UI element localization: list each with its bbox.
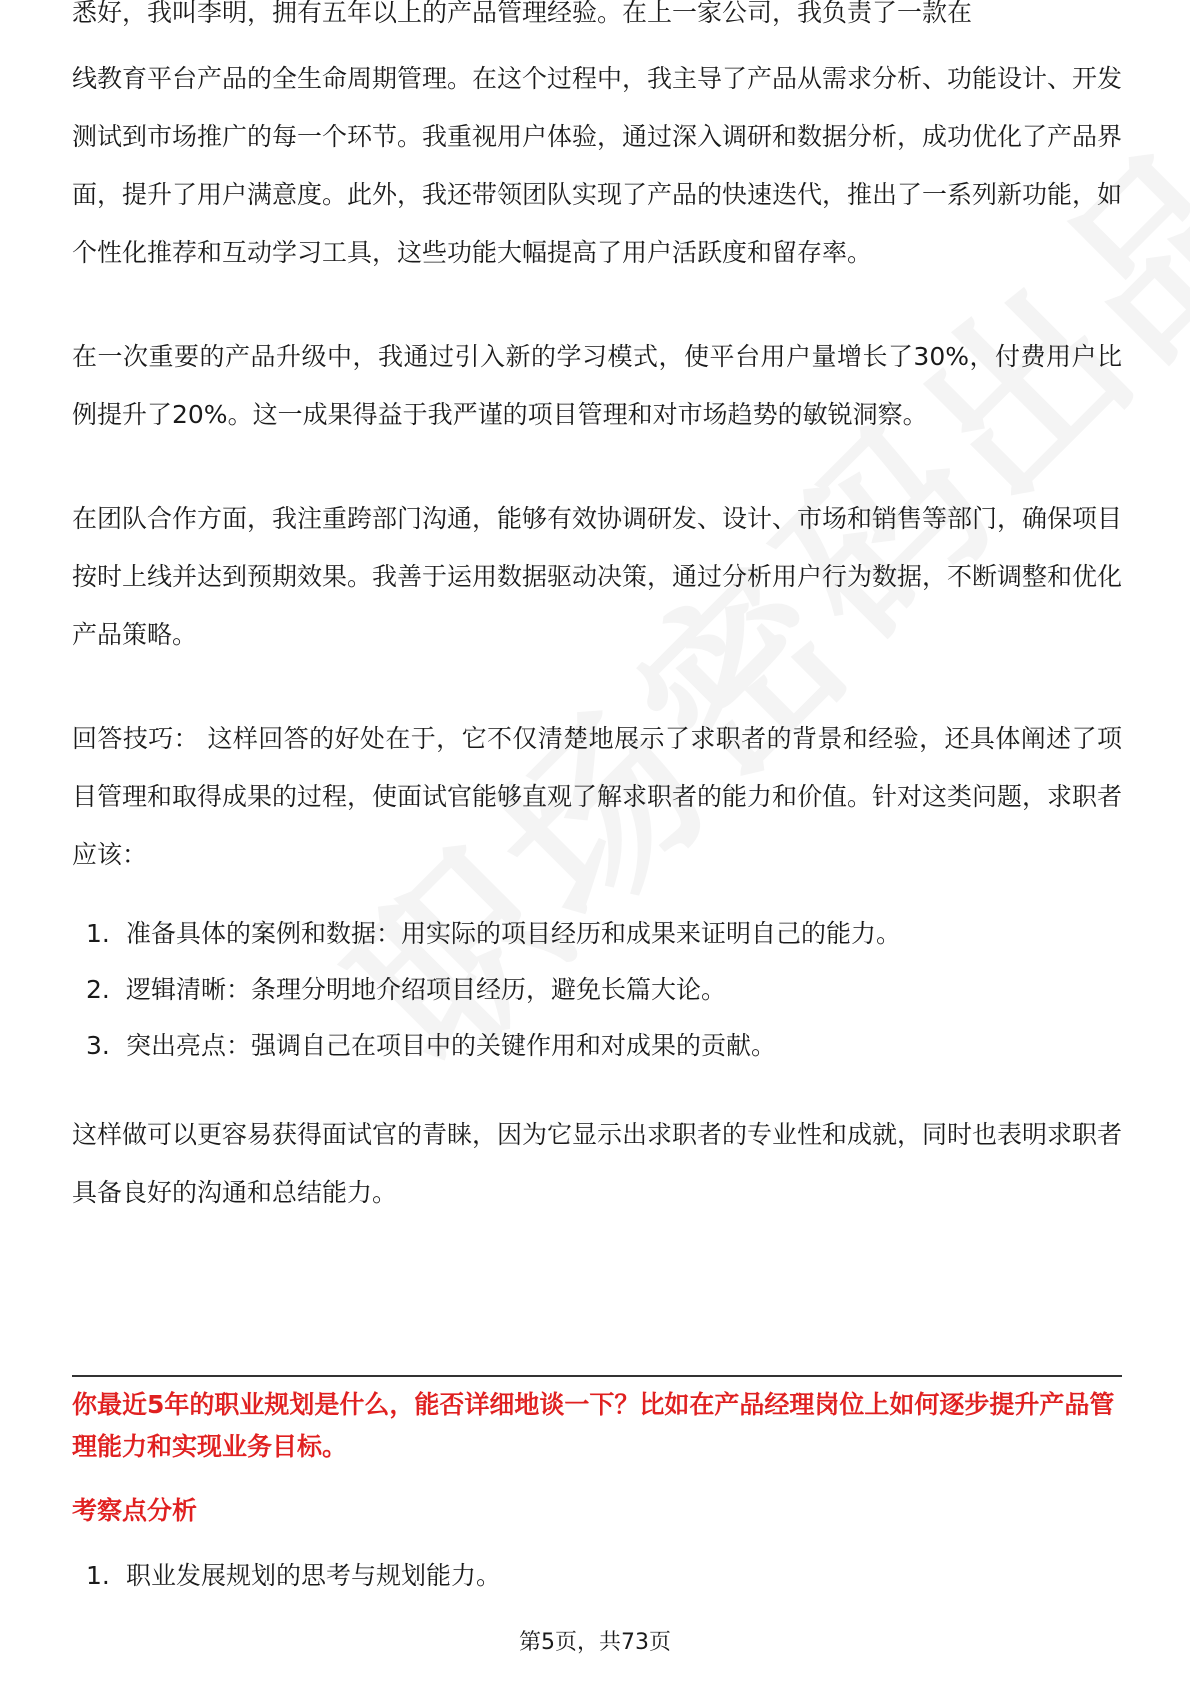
answer-body bbox=[72, 50, 1122, 1222]
section-divider bbox=[72, 1375, 1122, 1377]
list-number: 1. bbox=[86, 1561, 110, 1590]
analysis-list bbox=[72, 1548, 1122, 1604]
tips-list bbox=[72, 906, 1122, 1074]
answer-paragraph-2: 在一次重要的产品升级中，我通过引入新的学习模式，使平台用户量增长了30%，付费用户比例提升了20%。这一成果得益于我严谨的项目管理和对市场趋势的敏锐洞察。 bbox=[72, 342, 1122, 429]
list-item bbox=[72, 906, 1122, 962]
answer-paragraph-1: 线教育平台产品的全生命周期管理。在这个过程中，我主导了产品从需求分析、功能设计、开发测试到市场推广的每一个环节。我重视用户体验，通过深入调研和数据分析，成功优化了产品界面，提升了用户满意度。此外，我还带领团队实现了产品的快速迭代，推出了一系列新功能，如个性化推荐和互动学习工具，这些功能大幅提高了用户活跃度和留存率。 bbox=[72, 64, 1123, 267]
list-text: 突出亮点：强调自己在项目中的关键作用和对成果的贡献。 bbox=[126, 1031, 777, 1060]
answer-paragraph-3: 在团队合作方面，我注重跨部门沟通，能够有效协调研发、设计、市场和销售等部门，确保项目按时上线并达到预期效果。我善于运用数据驱动决策，通过分析用户行为数据，不断调整和优化产品策略。 bbox=[72, 504, 1123, 649]
interview-question: 你最近5年的职业规划是什么，能否详细地谈一下？比如在产品经理岗位上如何逐步提升产品管理能力和实现业务目标。 bbox=[72, 1390, 1115, 1461]
list-text: 职业发展规划的思考与规划能力。 bbox=[126, 1561, 502, 1590]
list-text: 准备具体的案例和数据：用实际的项目经历和成果来证明自己的能力。 bbox=[126, 919, 902, 948]
list-item bbox=[72, 1548, 1122, 1604]
list-number: 2. bbox=[86, 975, 110, 1004]
list-item bbox=[72, 1018, 1122, 1074]
page-number: 第5页，共73页 bbox=[519, 1630, 671, 1655]
list-number: 1. bbox=[86, 919, 110, 948]
closing-paragraph: 这样做可以更容易获得面试官的青睐，因为它显示出求职者的专业性和成就，同时也表明求职者具备良好的沟通和总结能力。 bbox=[72, 1120, 1123, 1207]
list-number: 3. bbox=[86, 1031, 110, 1060]
analysis-heading: 考察点分析 bbox=[72, 1496, 198, 1525]
answer-tips-paragraph: 回答技巧： 这样回答的好处在于，它不仅清楚地展示了求职者的背景和经验，还具体阐述了项目管理和取得成果的过程，使面试官能够直观了解求职者的能力和价值。针对这类问题，求职者应该： bbox=[72, 724, 1123, 869]
cut-off-text-line: 悉好，我叫李明，拥有五年以上的产品管理经验。在上一家公司，我负责了一款在 bbox=[72, 0, 973, 27]
list-text: 逻辑清晰：条理分明地介绍项目经历，避免长篇大论。 bbox=[126, 975, 727, 1004]
list-item bbox=[72, 962, 1122, 1018]
